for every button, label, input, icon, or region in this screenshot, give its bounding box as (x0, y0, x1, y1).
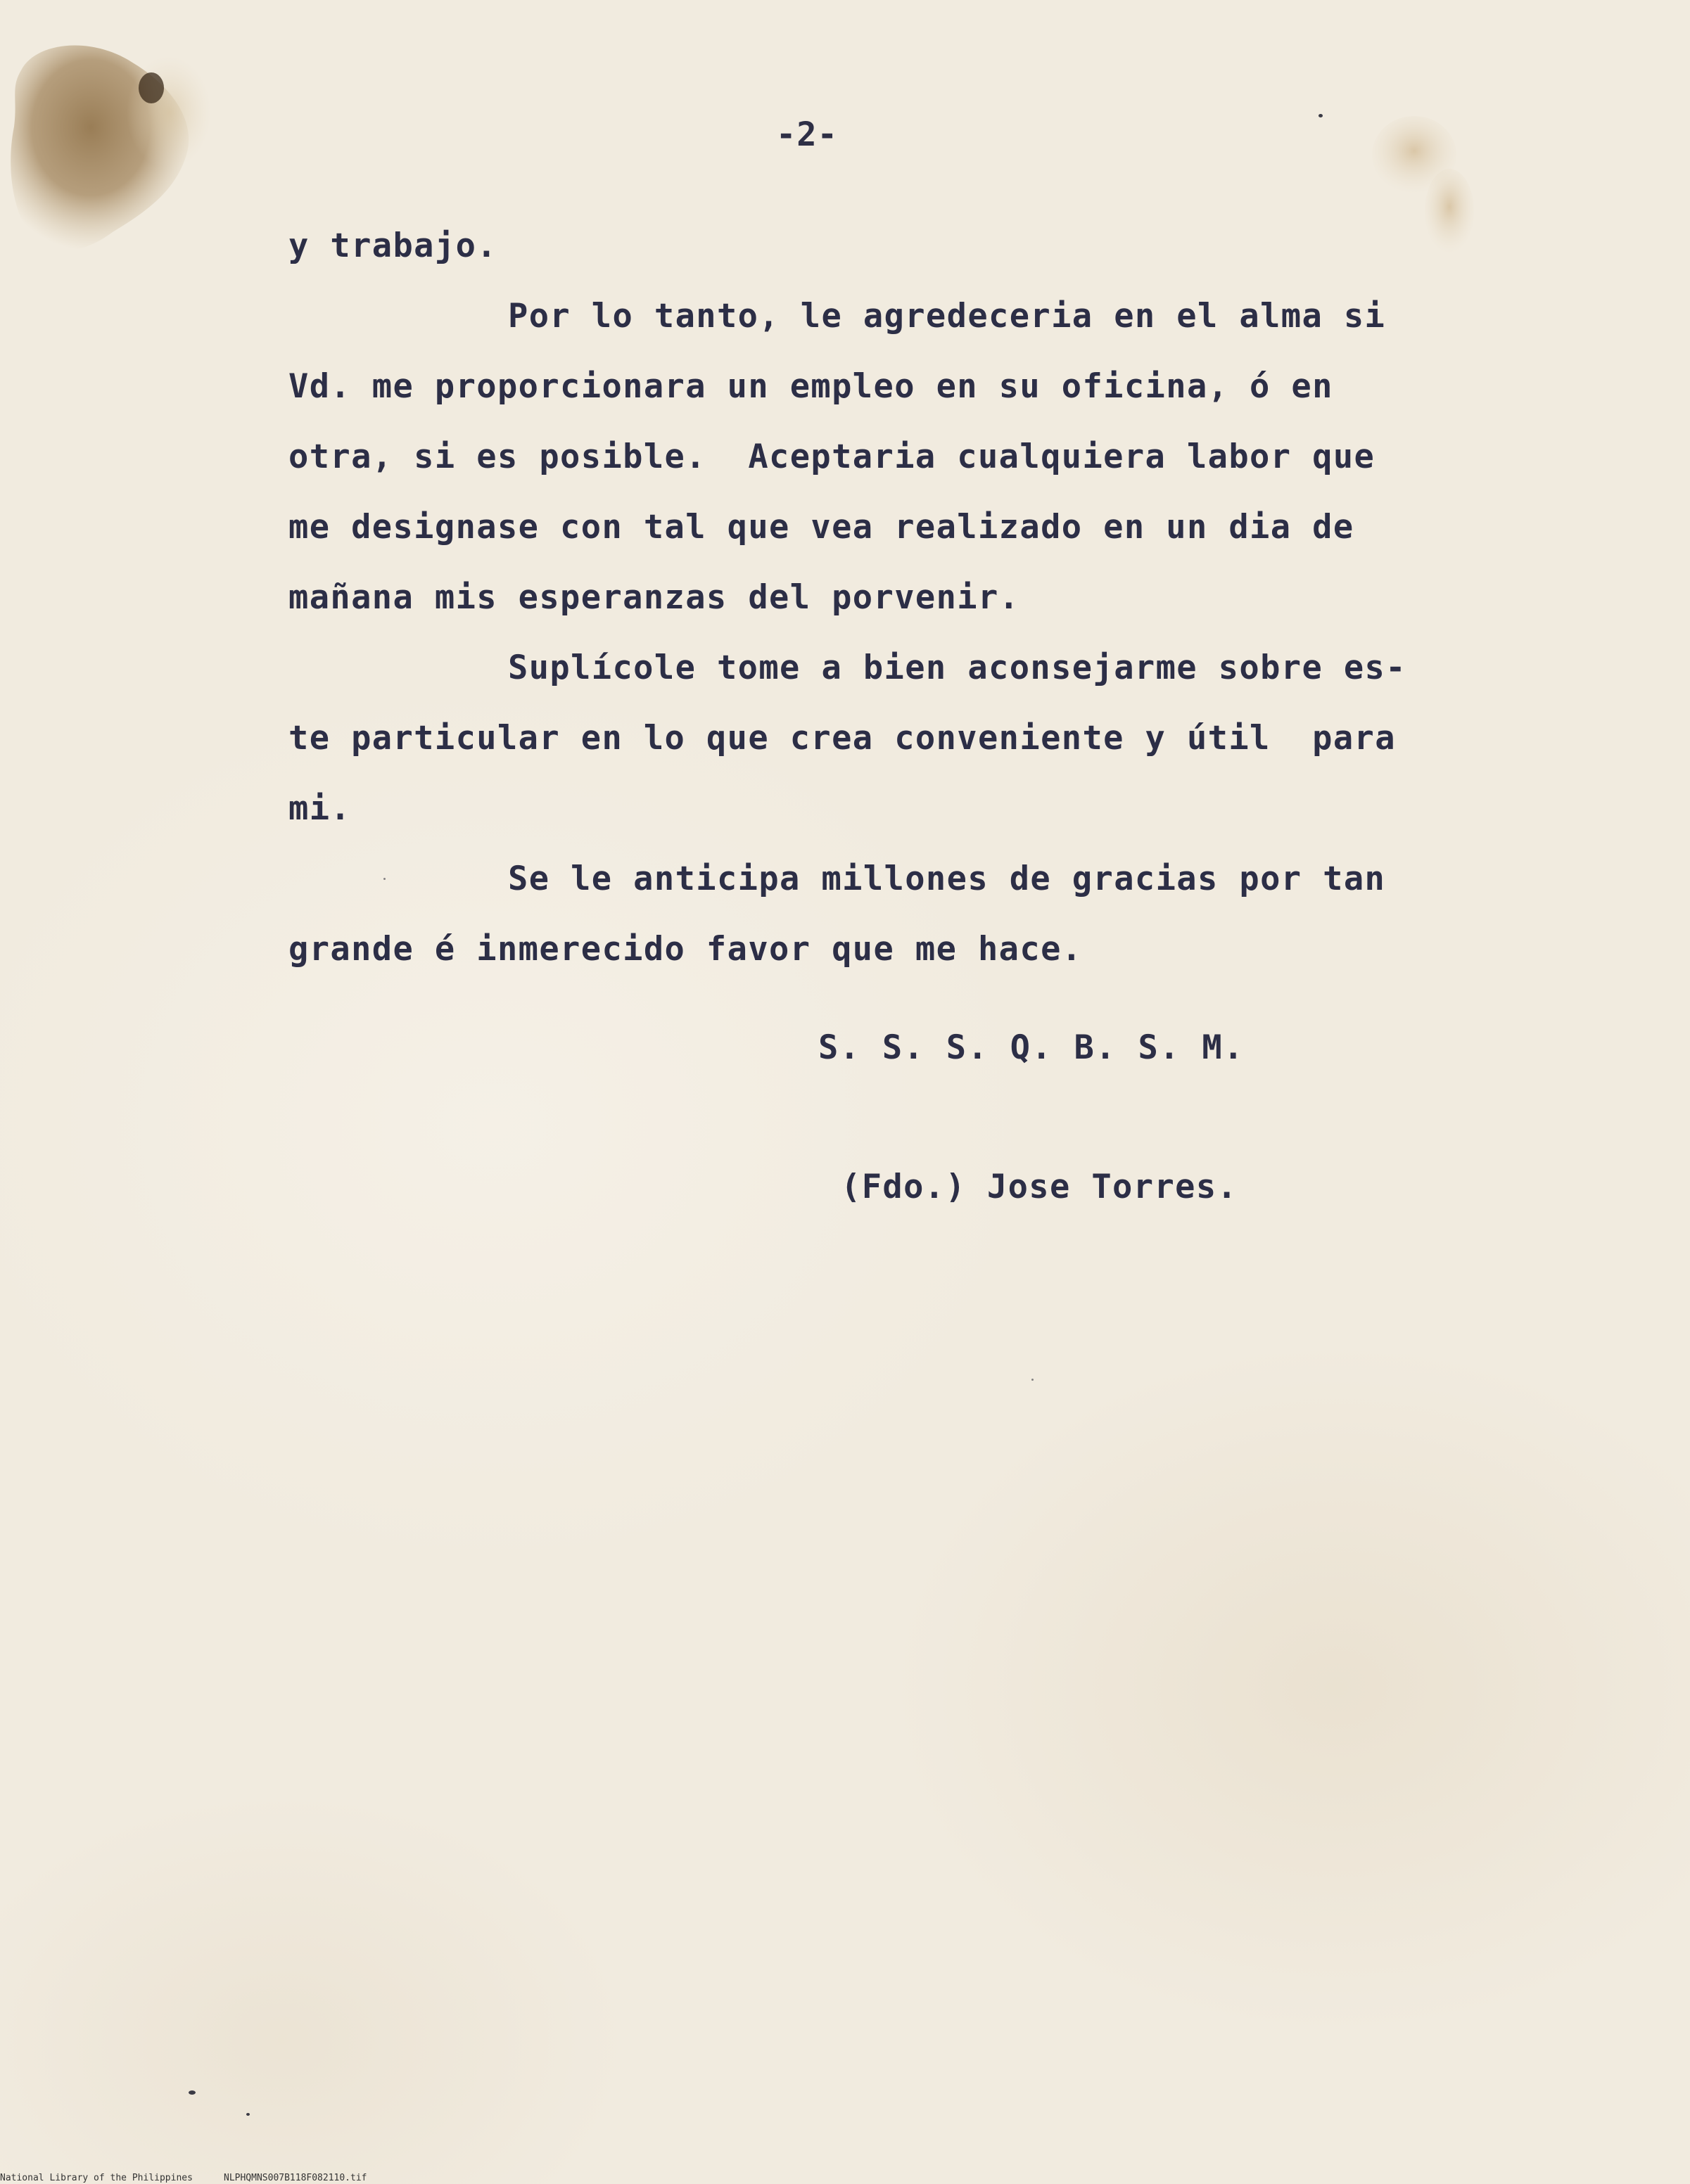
scan-footer-institution: National Library of the Philippines (0, 2173, 193, 2183)
ink-speck (1031, 1379, 1034, 1381)
text-line: me designase con tal que vea realizado en un dia de (288, 508, 1354, 547)
text-line: otra, si es posible. Aceptaria cualquiera labor que (288, 438, 1375, 476)
ink-speck (189, 2090, 196, 2095)
closing-salutation: S. S. S. Q. B. S. M. (818, 1028, 1245, 1067)
ink-speck (1319, 114, 1323, 117)
letter-body (288, 211, 1499, 985)
text-line: Vd. me proporcionara un empleo en su oficina, ó en (288, 367, 1333, 406)
text-line: y trabajo. (288, 226, 497, 265)
page-number: -2- (776, 115, 838, 154)
water-stain-top-left (7, 21, 218, 274)
text-line: Por lo tanto, le agredeceria en el alma si (508, 297, 1386, 336)
text-line: mi. (288, 789, 352, 828)
scan-footer-filename: NLPHQMNS007B118F082110.tif (224, 2173, 367, 2183)
text-line: mañana mis esperanzas del porvenir. (288, 578, 1020, 617)
text-line: Se le anticipa millones de gracias por tan (508, 860, 1386, 898)
ink-speck (246, 2113, 250, 2116)
text-line: grande é inmerecido favor que me hace. (288, 930, 1083, 969)
text-line: te particular en lo que crea conveniente y útil para (288, 719, 1396, 758)
text-line: Suplícole tome a bien aconsejarme sobre es- (508, 649, 1406, 687)
signature-line: (Fdo.) Jose Torres. (841, 1168, 1238, 1206)
